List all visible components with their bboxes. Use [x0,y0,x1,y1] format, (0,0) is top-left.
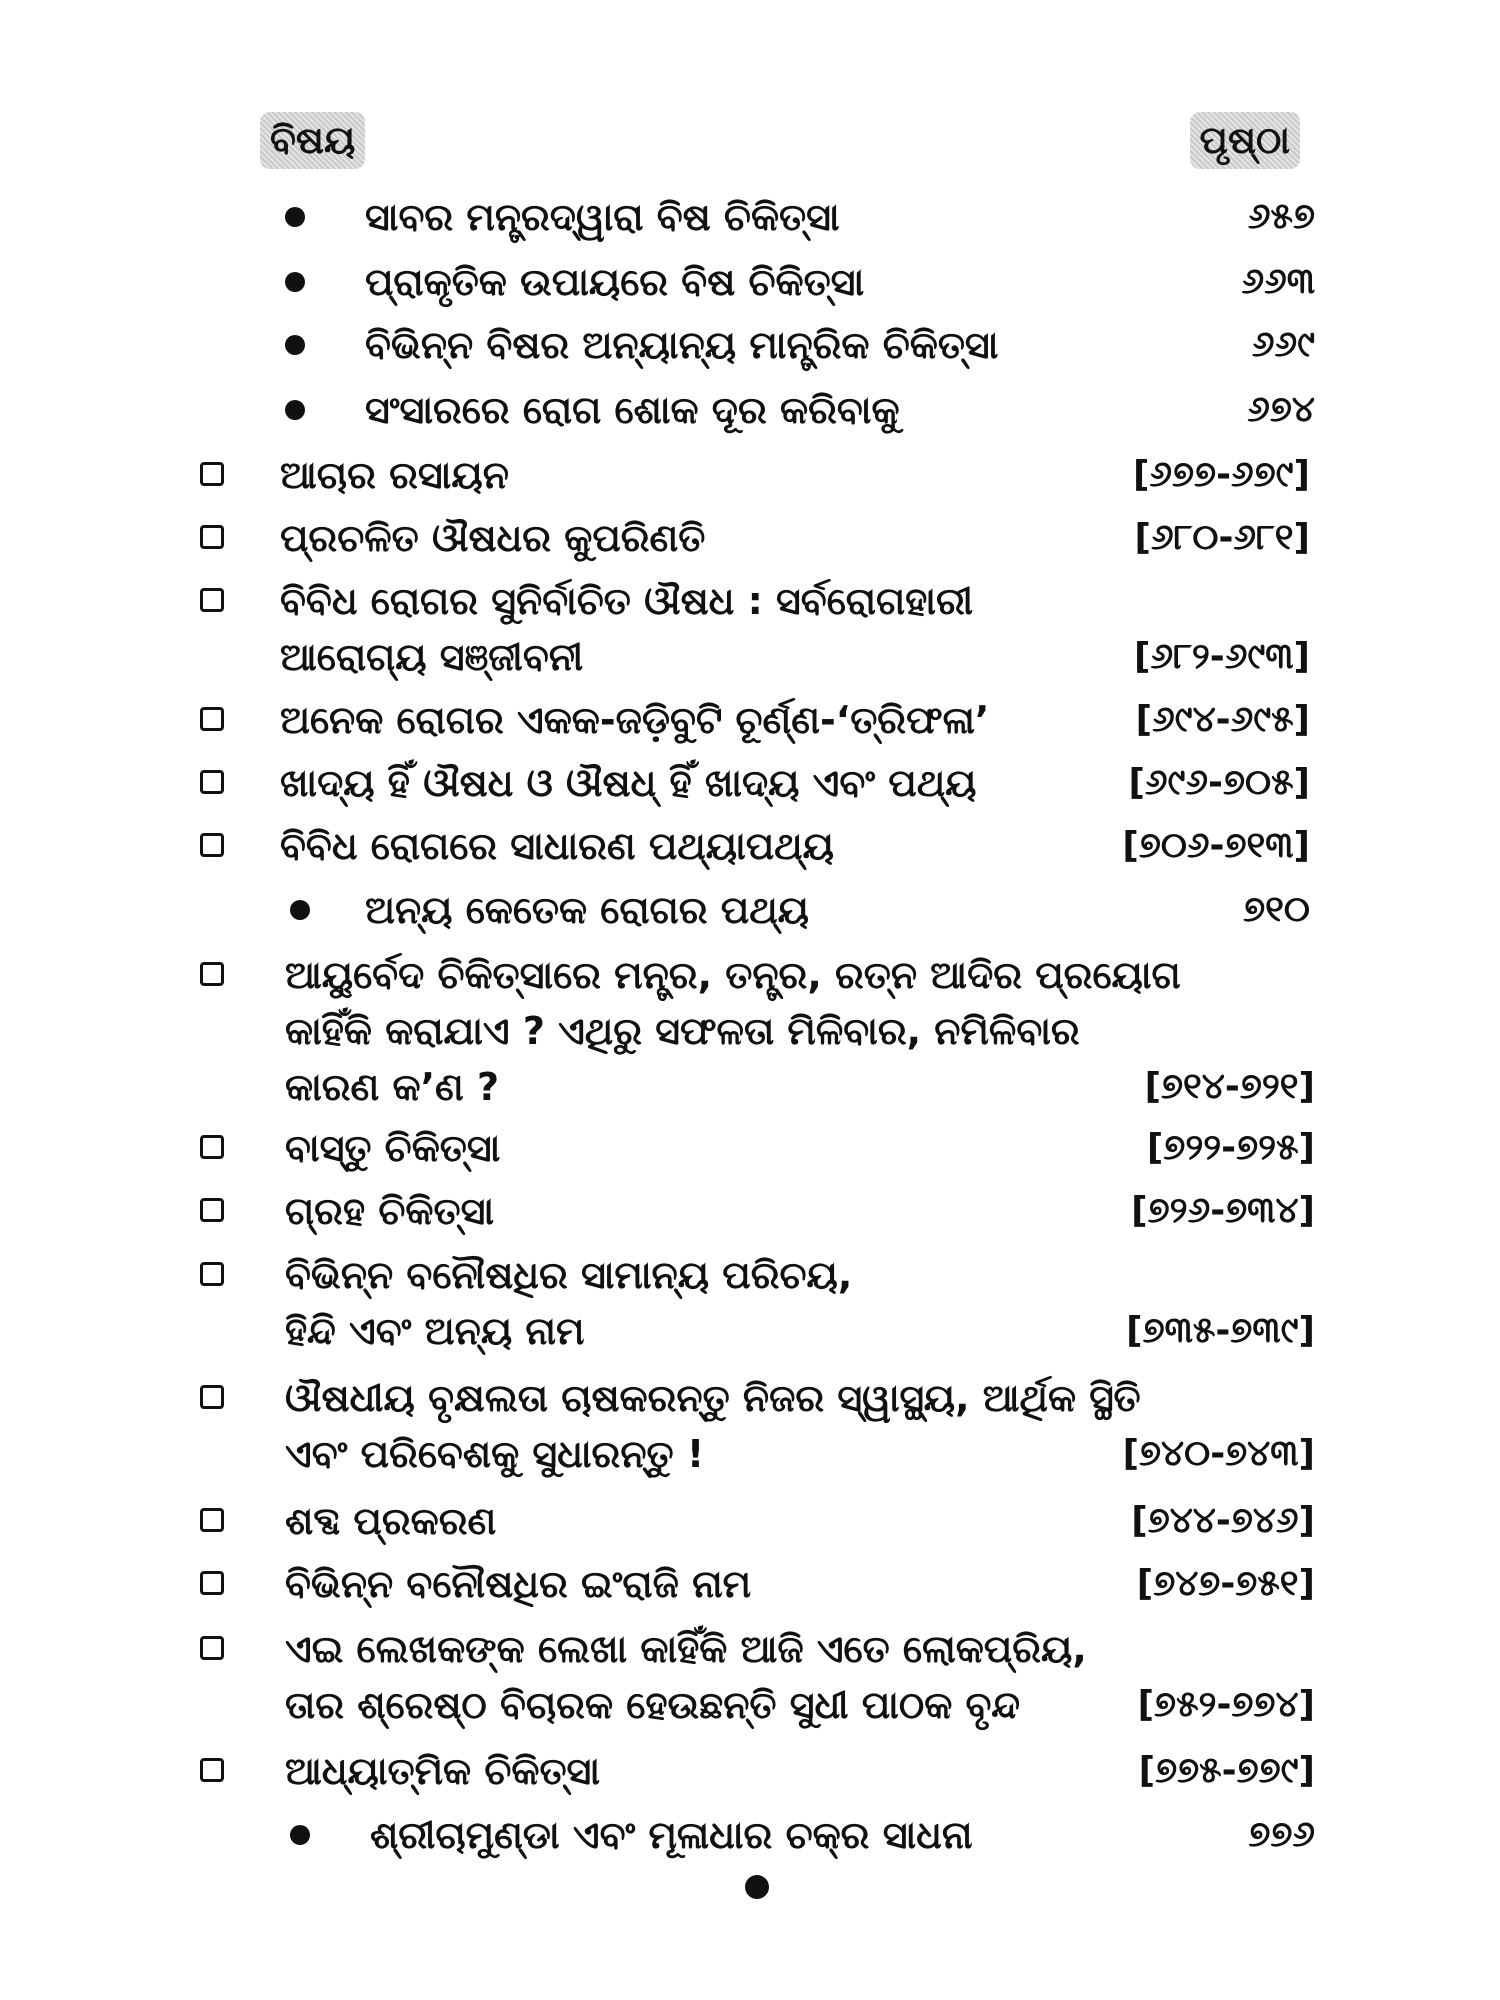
page-range: [୭୩୫-୭୩୯] [1126,1310,1315,1351]
toc-entry-cont: ଆରୋଗ୍ୟ ସଞ୍ଜୀବନୀ [280,635,584,679]
page-number: ୬୬୩ [1241,261,1315,302]
page-range: [୭୪୦-୭୪୩] [1122,1433,1315,1474]
checkbox-icon [200,1198,224,1222]
page-range: [୬୯୬-୭୦୫] [1128,762,1310,803]
toc-entry: ଆଚାର ରସାୟନ [280,453,509,497]
page-range: [୬୭୭-୬୭୯] [1132,454,1310,495]
checkbox-icon [200,707,224,731]
page-range: [୭୪୭-୭୫୧] [1136,1563,1315,1604]
toc-entry: ଆଧ୍ୟାତ୍ମିକ ଚିକିତ୍ସା [285,1749,600,1793]
toc-entry: ଔଷଧୀୟ ବୃକ୍ଷଲତା ଚାଷକରନ୍ତୁ ନିଜର ସ୍ୱାସ୍ଥ୍ୟ, ଆର୍ଥିକ ସ୍ଥିତି [285,1376,1141,1420]
page-range: [୬୮୨-୬୯୩] [1134,636,1310,677]
dot [285,272,305,292]
toc-entry: ଏଇ ଲେଖକଙ୍କ ଲେଖା କାହିଁକି ଆଜି ଏତେ ଲୋକପ୍ରିୟ, [285,1627,1087,1671]
page-range: [୬୯୪-୬୯୫] [1135,699,1310,740]
page-number: ୭୭୬ [1248,1814,1315,1855]
dot [290,900,310,920]
page-number: ୬୫୭ [1247,196,1315,237]
checkbox-icon [200,1571,224,1595]
checkbox-icon [200,833,224,857]
toc-entry-cont: ହିନ୍ଦି ଏବଂ ଅନ୍ୟ ନାମ [285,1309,585,1353]
page-number: ୬୭୪ [1247,389,1315,430]
toc-entry-cont: ତାର ଶ୍ରେଷ୍ଠ ବିଚାରକ ହେଉଛନ୍ତି ସୁଧୀ ପାଠକ ବୃନ୍ଦ [285,1683,1021,1727]
dot [285,207,305,227]
page-number: ୭୧୦ [1243,889,1310,930]
page-range: [୭୭୫-୭୭୯] [1138,1750,1315,1791]
dot [285,335,305,355]
page-range: [୭୨୬-୭୩୪] [1131,1190,1315,1231]
list-item: ଶ୍ରୀଚାମୁଣ୍ଡା ଏବଂ ମୂଳାଧାର ଚକ୍ର ସାଧନା [370,1813,973,1857]
checkbox-icon [200,1135,224,1159]
page-range: [୭୧୪-୭୨୧] [1144,1066,1315,1107]
toc-entry: ବିଭିନ୍ନ ବନୌଷଧିର ଇଂରାଜି ନାମ [285,1562,752,1606]
header-subject: ବିଷୟ [260,112,365,169]
page-range: [୭୫୨-୭୭୪] [1137,1684,1315,1725]
toc-entry: ଖାଦ୍ୟ ହିଁ ଔଷଧ ଓ ଔଷଧ୍ ହିଁ ଖାଦ୍ୟ ଏବଂ ପଥ୍ୟ [280,761,977,805]
toc-entry: ଅନେକ ରୋଗର ଏକକ-ଜଡ଼ିବୁଟି ଚୂର୍ଣ୍ଣ-‘ତ୍ରିଫଳା’ [280,698,990,742]
list-item: ସାବର ମନ୍ତ୍ରଦ୍ୱାରା ବିଷ ଚିକିତ୍ସା [365,195,840,239]
list-item: ସଂସାରରେ ରୋଗ ଶୋକ ଦୂର କରିବାକୁ [365,388,900,432]
dot [290,1825,310,1845]
toc-entry: ବିବିଧ ରୋଗରେ ସାଧାରଣ ପଥ୍ୟାପଥ୍ୟ [280,824,834,868]
list-item: ପ୍ରାକୃତିକ ଉପାୟରେ ବିଷ ଚିକିତ୍ସା [365,260,865,304]
toc-entry: ବାସ୍ତୁ ଚିକିତ୍ସା [285,1126,501,1170]
toc-entry: ବିଭିନ୍ନ ବନୌଷଧିର ସାମାନ୍ୟ ପରିଚୟ, [285,1253,853,1297]
list-item: ବିଭିନ୍ନ ବିଷର ଅନ୍ୟାନ୍ୟ ମାନ୍ତ୍ରିକ ଚିକିତ୍ସା [365,323,999,367]
list-item: ଅନ୍ୟ କେତେକ ରୋଗର ପଥ୍ୟ [365,888,809,932]
page-range: [୭୦୬-୭୧୩] [1122,825,1310,866]
end-dot [745,1875,769,1899]
checkbox-icon [200,770,224,794]
page-range: [୬୮୦-୬୮୧] [1134,517,1310,558]
toc-entry: ବିବିଧ ରୋଗର ସୁନିର୍ବାଚିତ ଔଷଧ : ସର୍ବରୋଗହାରୀ [280,579,974,623]
toc-entry: ପ୍ରଚଳିତ ଔଷଧର କୁପରିଣତି [280,516,706,560]
header-page: ପୃଷ୍ଠା [1190,112,1300,169]
toc-entry-cont: ଏବଂ ପରିବେଶକୁ ସୁଧାରନ୍ତୁ ! [285,1432,705,1476]
checkbox-icon [200,588,224,612]
checkbox-icon [200,1508,224,1532]
toc-entry-cont: କାରଣ କ’ଣ ? [285,1065,500,1109]
page-number: ୬୬୯ [1251,324,1315,365]
checkbox-icon [200,1758,224,1782]
checkbox-icon [200,1385,224,1409]
checkbox-icon [200,962,224,986]
checkbox-icon [200,1262,224,1286]
checkbox-icon [200,525,224,549]
page-range: [୭୨୨-୭୨୫] [1146,1127,1315,1168]
toc-entry: ଗ୍ରହ ଚିକିତ୍ସା [285,1189,495,1233]
dot [285,400,305,420]
checkbox-icon [200,1636,224,1660]
page-range: [୭୪୪-୭୪୬] [1131,1500,1315,1541]
toc-entry-cont: କାହିଁକି କରାଯାଏ ? ଏଥିରୁ ସଫଳତା ମିଳିବାର, ନମିଳିବାର [285,1009,1080,1053]
checkbox-icon [200,462,224,486]
toc-entry: ଆୟୁର୍ବେଦ ଚିକିତ୍ସାରେ ମନ୍ତ୍ର, ତନ୍ତ୍ର, ରତ୍ନ ଆଦିର ପ୍ରୟୋଗ [285,953,1181,997]
toc-entry: ଶବ୍ଦ ପ୍ରକରଣ [285,1499,497,1543]
